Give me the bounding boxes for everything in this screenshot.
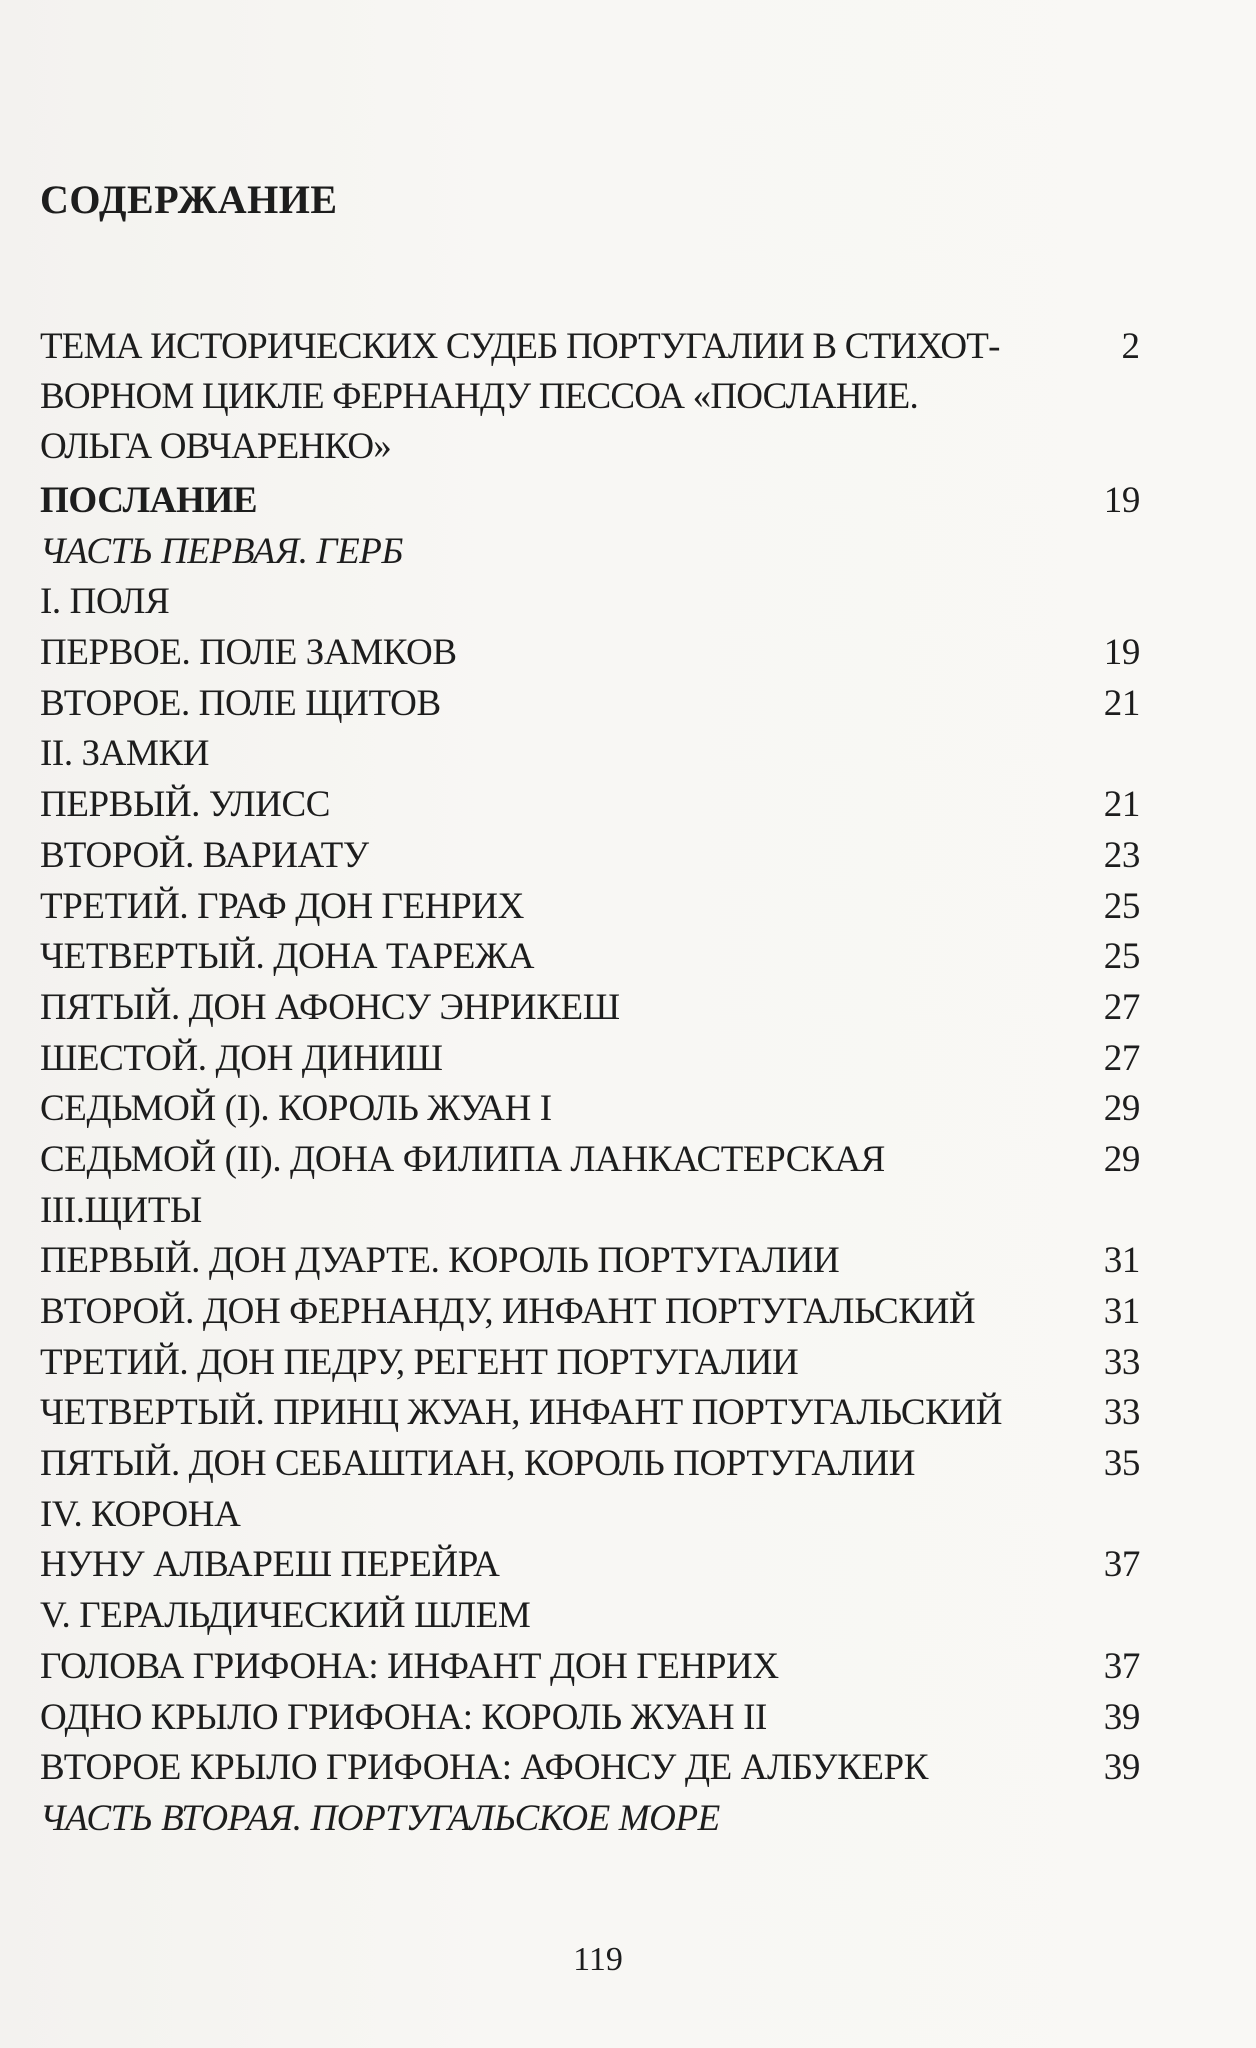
toc-entry-page: 25 bbox=[1103, 885, 1140, 927]
toc-entry-page: 29 bbox=[1103, 1138, 1140, 1180]
intro-line: ВОРНОМ ЦИКЛЕ ФЕРНАНДУ ПЕССОА «ПОСЛАНИЕ. bbox=[40, 376, 918, 417]
toc-entry bbox=[40, 1388, 1140, 1439]
toc-entry-title: ПЯТЫЙ. ДОН СЕБАШТИАН, КОРОЛЬ ПОРТУГАЛИИ bbox=[40, 1443, 916, 1485]
toc-entry bbox=[40, 1439, 1140, 1490]
toc-entry-title: ОДНО КРЫЛО ГРИФОНА: КОРОЛЬ ЖУАН II bbox=[40, 1696, 767, 1738]
toc-entry-title: ПЕРВЫЙ. ДОН ДУАРТЕ. КОРОЛЬ ПОРТУГАЛИИ bbox=[40, 1240, 840, 1282]
toc-entry-page: 31 bbox=[1103, 1240, 1140, 1282]
toc-entry bbox=[40, 1338, 1140, 1389]
toc-entry bbox=[40, 1287, 1140, 1338]
toc-entry bbox=[40, 1135, 1140, 1186]
toc-entry-title: III.ЩИТЫ bbox=[40, 1189, 202, 1231]
toc-entry bbox=[40, 577, 1140, 628]
page-number: 119 bbox=[573, 1941, 623, 1978]
toc-entry-title: I. ПОЛЯ bbox=[40, 581, 170, 623]
toc-entry-title: ПЕРВОЕ. ПОЛЕ ЗАМКОВ bbox=[40, 632, 457, 674]
intro-line: ТЕМА ИСТОРИЧЕСКИХ СУДЕБ ПОРТУГАЛИИ В СТИХОТ- bbox=[40, 326, 1000, 367]
toc-entry bbox=[40, 1236, 1140, 1287]
toc-entry bbox=[40, 1642, 1140, 1693]
toc-entry bbox=[40, 831, 1140, 882]
toc-entry-title: ШЕСТОЙ. ДОН ДИНИШ bbox=[40, 1037, 443, 1079]
toc-entry bbox=[40, 527, 1140, 578]
toc-entry-title: II. ЗАМКИ bbox=[40, 733, 210, 775]
toc-entry-page: 29 bbox=[1103, 1088, 1140, 1130]
toc-entry bbox=[40, 476, 1140, 527]
toc-entry-title: ВТОРОЙ. ДОН ФЕРНАНДУ, ИНФАНТ ПОРТУГАЛЬСКИЙ bbox=[40, 1291, 976, 1332]
toc-entry bbox=[40, 628, 1140, 679]
toc-entry-page: 25 bbox=[1103, 936, 1140, 978]
toc-entry bbox=[40, 1540, 1140, 1591]
toc-entry bbox=[40, 983, 1140, 1034]
toc-entry-page: 21 bbox=[1103, 784, 1140, 826]
toc-entry-title: ТРЕТИЙ. ДОН ПЕДРУ, РЕГЕНТ ПОРТУГАЛИИ bbox=[40, 1341, 799, 1383]
toc-entry-page: 23 bbox=[1103, 834, 1140, 876]
toc-entry-title: ПЯТЫЙ. ДОН АФОНСУ ЭНРИКЕШ bbox=[40, 986, 620, 1028]
toc-entry-page: 37 bbox=[1103, 1645, 1140, 1687]
toc-entry-title: ПОСЛАНИЕ bbox=[40, 480, 258, 521]
toc-entry-title: СЕДЬМОЙ (II). ДОНА ФИЛИПА ЛАНКАСТЕРСКАЯ bbox=[40, 1138, 885, 1180]
toc-entry-page: 33 bbox=[1103, 1341, 1140, 1383]
toc-entry-title: V. ГЕРАЛЬДИЧЕСКИЙ ШЛЕМ bbox=[40, 1595, 531, 1637]
toc-entry-page: 27 bbox=[1103, 1037, 1140, 1079]
toc-entry bbox=[40, 1034, 1140, 1085]
toc-entry-page: 21 bbox=[1103, 682, 1140, 724]
toc-entry-title: ЧАСТЬ ПЕРВАЯ. ГЕРБ bbox=[40, 530, 403, 572]
toc-entry bbox=[40, 1084, 1140, 1135]
toc-entry bbox=[40, 1794, 1140, 1845]
toc-entry bbox=[40, 1186, 1140, 1237]
intro-entry bbox=[40, 322, 1140, 472]
toc-entry-title: ВТОРОЕ КРЫЛО ГРИФОНА: АФОНСУ ДЕ АЛБУКЕРК bbox=[40, 1747, 929, 1789]
toc-entry-title: ЧЕТВЕРТЫЙ. ПРИНЦ ЖУАН, ИНФАНТ ПОРТУГАЛЬСКИЙ bbox=[40, 1392, 1003, 1434]
toc-entry-title: СЕДЬМОЙ (I). КОРОЛЬ ЖУАН I bbox=[40, 1088, 552, 1130]
toc-entry-page: 39 bbox=[1103, 1696, 1140, 1738]
toc-entry bbox=[40, 1490, 1140, 1541]
intro-line: ОЛЬГА ОВЧАРЕНКО» bbox=[40, 426, 391, 467]
toc-entry-title: ВТОРОЙ. ВАРИАТУ bbox=[40, 834, 369, 876]
toc-entry-page: 19 bbox=[1103, 480, 1140, 521]
toc-entry bbox=[40, 1693, 1140, 1744]
toc-entry-title: ВТОРОЕ. ПОЛЕ ЩИТОВ bbox=[40, 682, 441, 724]
toc-entry-title: НУНУ АЛВАРЕШ ПЕРЕЙРА bbox=[40, 1544, 500, 1586]
toc-entry bbox=[40, 1743, 1140, 1794]
toc-entry-page: 31 bbox=[1103, 1291, 1140, 1332]
toc-entry-title: ЧЕТВЕРТЫЙ. ДОНА ТАРЕЖА bbox=[40, 936, 535, 978]
toc-entry-page: 27 bbox=[1103, 986, 1140, 1028]
toc-entry-page: 33 bbox=[1103, 1392, 1140, 1434]
toc-entry-page: 19 bbox=[1103, 632, 1140, 674]
toc-entry-title: ЧАСТЬ ВТОРАЯ. ПОРТУГАЛЬСКОЕ МОРЕ bbox=[40, 1797, 720, 1839]
toc-entry-title: IV. КОРОНА bbox=[40, 1493, 241, 1535]
toc-entry bbox=[40, 780, 1140, 831]
toc-entry-title: ГОЛОВА ГРИФОНА: ИНФАНТ ДОН ГЕНРИХ bbox=[40, 1645, 779, 1687]
toc-entry-title: ПЕРВЫЙ. УЛИСС bbox=[40, 784, 331, 826]
toc-entry bbox=[40, 882, 1140, 933]
toc-list bbox=[40, 476, 1140, 1845]
toc-entry-page: 39 bbox=[1103, 1747, 1140, 1789]
toc-entry bbox=[40, 729, 1140, 780]
toc-entry bbox=[40, 932, 1140, 983]
toc-entry bbox=[40, 1591, 1140, 1642]
page-title: СОДЕРЖАНИЕ bbox=[40, 177, 338, 222]
toc-entry-page: 37 bbox=[1103, 1544, 1140, 1586]
intro-page-number: 2 bbox=[1121, 326, 1140, 367]
toc-entry bbox=[40, 679, 1140, 730]
toc-entry-title: ТРЕТИЙ. ГРАФ ДОН ГЕНРИХ bbox=[40, 885, 524, 927]
toc-entry-page: 35 bbox=[1103, 1443, 1140, 1485]
